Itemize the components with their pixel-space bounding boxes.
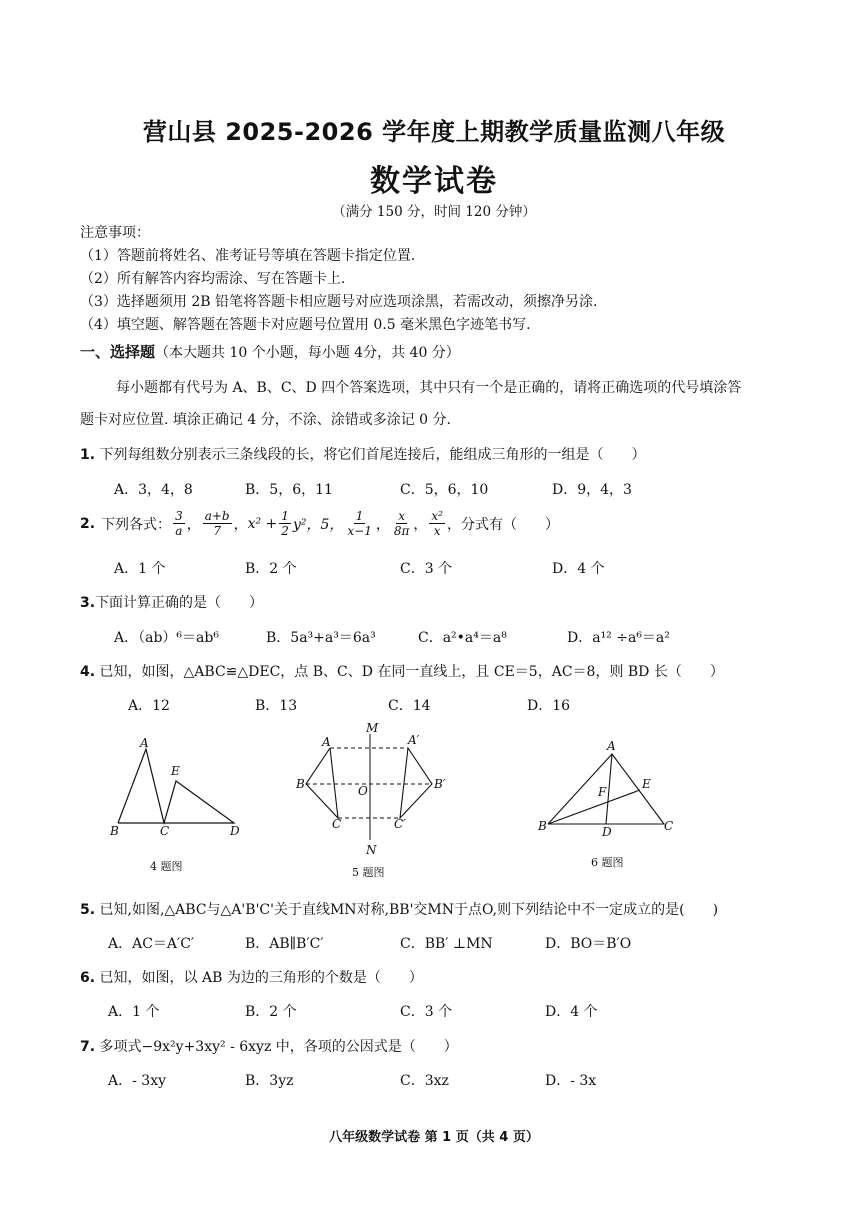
option-b: B．2 个 [245, 561, 297, 577]
option-b: B．3yz [245, 1073, 294, 1089]
expression: y²，5， [292, 516, 344, 533]
option-d: D．a¹² ÷a⁶＝a² [567, 630, 670, 646]
question-3 [80, 592, 263, 612]
point-label: O [358, 784, 368, 798]
option-c: C．3 个 [400, 1004, 453, 1020]
question-number: 6. [80, 970, 96, 986]
expression: x² + [247, 515, 278, 532]
option-d: D．16 [527, 698, 571, 714]
question-text: 已知，如图，△ABC≌△DEC，点 B、C、D 在同一直线上，且 CE＝5，AC＝8，则 BD 长（ ） [99, 664, 724, 680]
question-number: 2. [80, 515, 96, 532]
option-b: B．5，6，11 [245, 482, 333, 498]
point-label: A′ [408, 733, 420, 747]
option-d: D．BO＝B′O [545, 936, 632, 952]
point-label: D [602, 825, 612, 839]
fraction: $\frac{1}{x-1}$ [347, 509, 372, 538]
fraction: $\frac{x}{8\pi}$ [393, 509, 410, 538]
question-number: 4. [80, 664, 96, 680]
point-label: N [366, 843, 377, 857]
notes-heading: 注意事项： [80, 225, 150, 241]
question-text: 已知，如图，以 AB 为边的三角形的个数是（ ） [99, 970, 423, 986]
option-b: B．AB∥B′C′ [245, 936, 324, 952]
option-a: A．12 [128, 698, 170, 714]
option-a: A．1 个 [108, 1004, 160, 1020]
question-5 [80, 899, 718, 919]
question-text: 下列每组数分别表示三条线段的长，将它们首尾连接后，能组成三角形的一组是（ ） [99, 447, 646, 463]
question-number: 5. [80, 902, 96, 918]
question-lead: 下列各式： [101, 516, 172, 533]
figure-caption: 6 题图 [591, 856, 624, 869]
question-6 [80, 967, 423, 987]
point-label: B [296, 777, 305, 791]
point-label: M [366, 721, 379, 735]
note-item: （2）所有解答内容均需涂、写在答题卡上. [80, 271, 346, 287]
option-d: D．4 个 [545, 1004, 598, 1020]
question-7 [80, 1036, 458, 1056]
question-4 [80, 661, 724, 681]
point-label: D [230, 824, 240, 838]
question-number: 3. [80, 595, 96, 611]
point-label: A [140, 736, 149, 750]
question-number: 7. [80, 1039, 96, 1055]
page-footer: 八年级数学试卷 第 1 页（共 4 页） [329, 1130, 539, 1145]
section-heading [80, 341, 460, 362]
option-a: A．- 3xy [108, 1073, 167, 1089]
point-label: F [598, 785, 607, 799]
question-text: 多项式−9x²y+3xy² - 6xyz 中，各项的公因式是（ ） [99, 1039, 458, 1055]
figure-caption: 4 题图 [150, 860, 183, 873]
question-number: 1. [80, 447, 96, 463]
point-label: A [322, 735, 331, 749]
point-label: B′ [434, 777, 446, 791]
exam-meta: （满分 150 分，时间 120 分钟） [332, 204, 536, 220]
option-d: D．9，4，3 [552, 482, 632, 498]
option-c: C．14 [388, 698, 431, 714]
option-d: D．4 个 [552, 561, 605, 577]
point-label: B [538, 819, 547, 833]
option-d: D．- 3x [545, 1073, 597, 1089]
point-label: C [160, 824, 170, 838]
figure-caption: 5 题图 [352, 866, 385, 879]
question-text: 下面计算正确的是（ ） [95, 595, 264, 611]
fraction: $\frac{1}{2}$ [281, 509, 289, 538]
point-label: E [642, 777, 651, 791]
figure-4 [100, 735, 260, 845]
section-intro: 每小题都有代号为 A、B、C、D 四个答案选项，其中只有一个是正确的，请将正确选项的代号填涂答 [116, 380, 742, 396]
exam-subject: 数学试卷 [370, 164, 498, 199]
fraction: $\frac{a+b}{7}$ [204, 509, 230, 538]
point-label: A [607, 739, 616, 753]
option-a: A．（ab）⁶＝ab⁶ [114, 630, 219, 646]
note-item: （4）填空题、解答题在答题卡对应题号位置用 0.5 毫米黑色字迹笔书写. [80, 317, 531, 333]
question-text: 已知,如图,△ABC与△A'B'C'关于直线MN对称,BB'交MN于点O,则下列结论中不一定成立的是( ) [99, 902, 719, 918]
option-a: A．3，4，8 [114, 482, 193, 498]
option-b: B．2 个 [245, 1004, 297, 1020]
point-label: C [664, 819, 674, 833]
section-detail: （本大题共 10 个小题，每小题 4分，共 40 分） [155, 345, 460, 361]
option-b: B．5a³+a³＝6a³ [266, 630, 376, 646]
question-1 [80, 444, 646, 464]
option-c: C．3 个 [400, 561, 453, 577]
exam-title: 营山县 2025-2026 学年度上期教学质量监测八年级 [142, 118, 726, 146]
fraction: $\frac{\text{x²}}{x}$ [431, 509, 443, 538]
option-c: C．5，6，10 [400, 482, 489, 498]
question-tail: 分式有（ ） [460, 516, 559, 533]
option-b: B．13 [255, 698, 298, 714]
point-label: C [332, 817, 342, 831]
section-name: 一、选择题 [80, 343, 156, 361]
note-item: （1）答题前将姓名、准考证号等填在答题卡指定位置. [80, 248, 416, 264]
option-a: A．1 个 [114, 561, 166, 577]
note-item: （3）选择题须用 2B 铅笔将答题卡相应题号对应选项涂黑，若需改动，须擦净另涂. [80, 294, 598, 310]
point-label: E [171, 764, 180, 778]
section-intro: 题卡对应位置. 填涂正确记 4 分，不涂、涂错或多涂记 0 分. [80, 412, 451, 428]
fraction: $\frac{3}{a}$ [175, 509, 183, 538]
option-c: C．BB′ ⊥MN [400, 936, 493, 952]
option-a: A．AC＝A′C′ [108, 936, 195, 952]
option-c: C．3xz [400, 1073, 449, 1089]
figure-6 [534, 738, 684, 848]
figure-5 [290, 720, 460, 860]
option-c: C．a²•a⁴＝a⁸ [418, 630, 507, 646]
point-label: C′ [394, 817, 406, 831]
question-2: 2. 下列各式： $\frac{3}{a}$ ， $\frac{a+b}{7}$ ， x² + $\frac{1}{2}$ y²，5， $\frac{1}{x-1}$ ， $\frac{x}{8\pi}$ ， $\frac{\text{x²}}{x}$ ， 分式有（ ） [80, 509, 559, 538]
point-label: B [110, 824, 119, 838]
